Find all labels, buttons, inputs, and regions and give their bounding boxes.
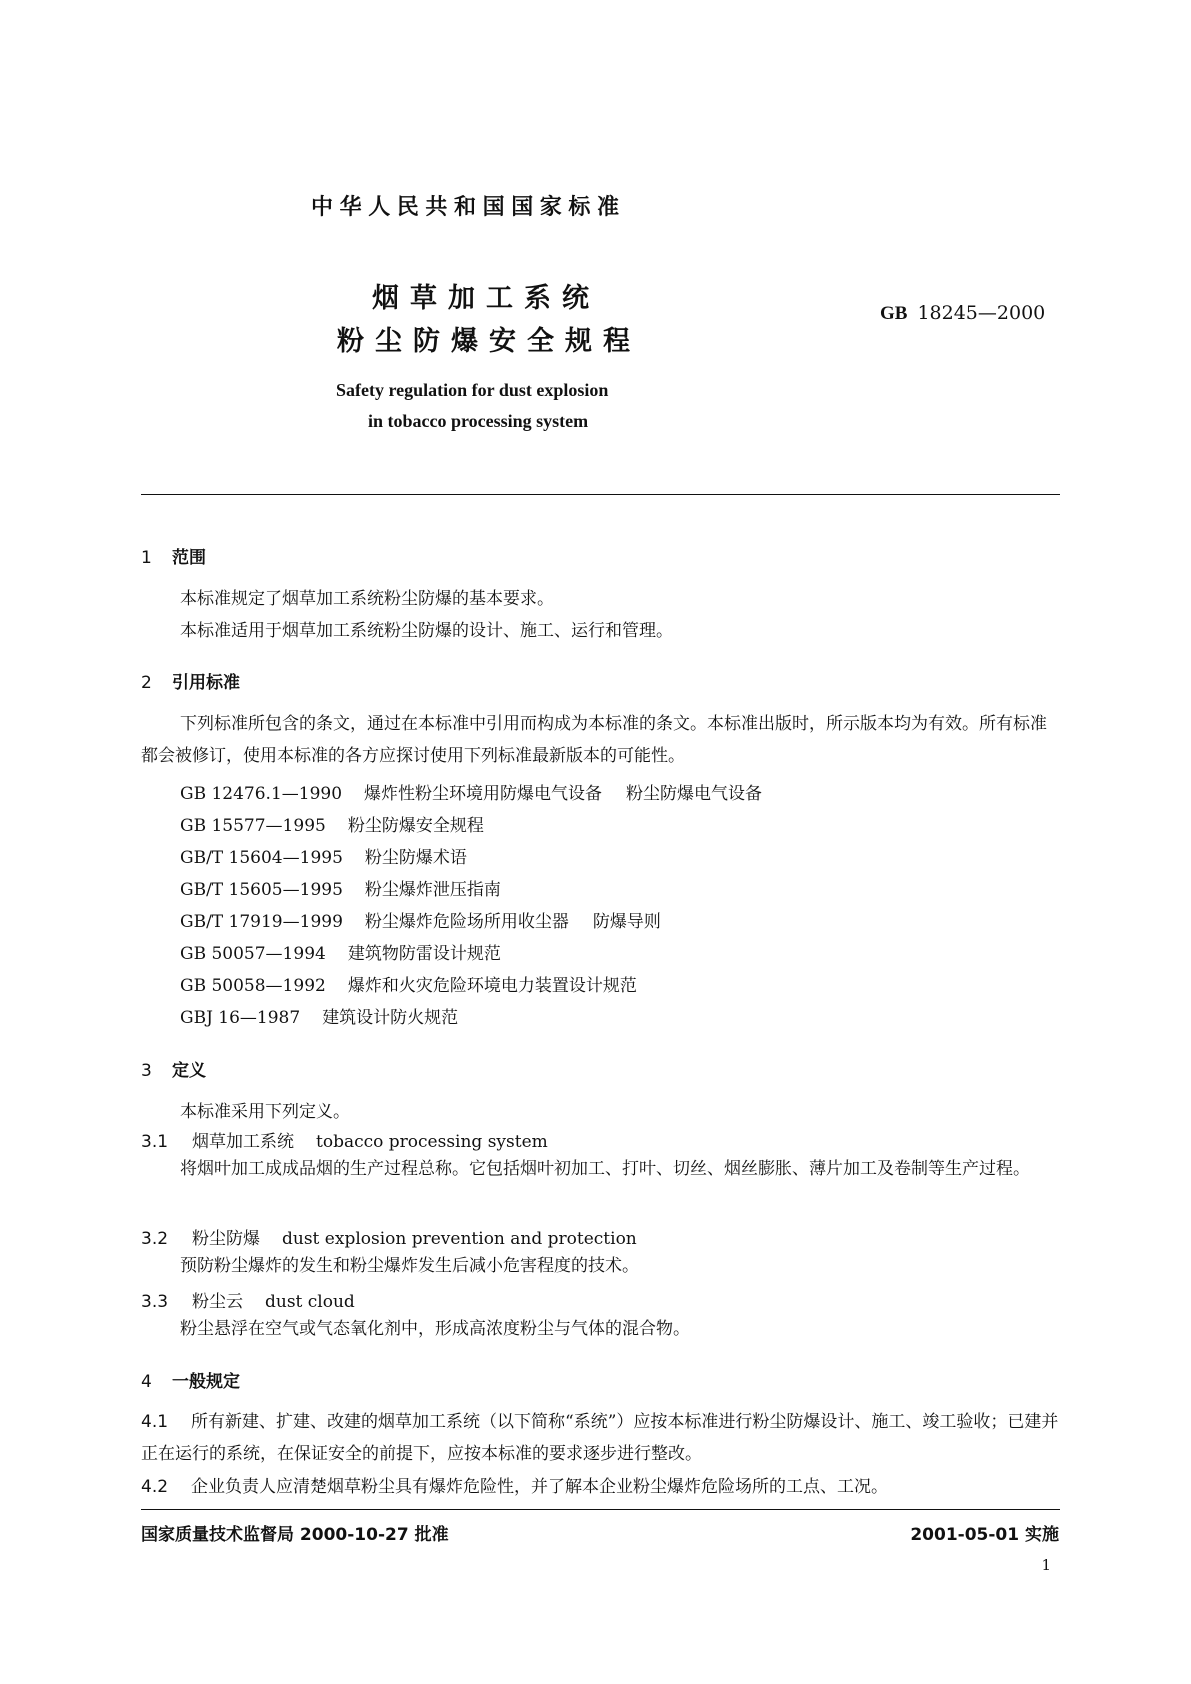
clause-4-1 <box>141 1406 1061 1470</box>
reference-code: GB/T 15605—1995 <box>180 880 343 900</box>
reference-code: GB/T 15604—1995 <box>180 848 343 868</box>
section-number: 4 <box>141 1372 152 1392</box>
reference-code: GB 15577—1995 <box>180 816 326 836</box>
reference-item <box>180 939 501 964</box>
term-english: dust cloud <box>265 1292 355 1312</box>
reference-code: GB 12476.1—1990 <box>180 784 343 804</box>
reference-name: 爆炸性粉尘环境用防爆电气设备 <box>364 784 603 804</box>
implementation-date: 2001-05-01 实施 <box>910 1525 1059 1545</box>
issuing-body: 中华人民共和国国家标准 <box>311 195 626 220</box>
clause-number: 3.3 <box>141 1292 169 1312</box>
section-title: 定义 <box>172 1061 206 1081</box>
english-title-line-2: in tobacco processing system <box>368 411 589 431</box>
section-2-heading <box>141 668 240 693</box>
term-chinese: 粉尘防爆 <box>192 1229 260 1249</box>
section-3-heading <box>141 1056 206 1081</box>
reference-item <box>180 843 467 868</box>
section-number: 2 <box>141 673 152 693</box>
standard-code: 18245—2000 <box>917 302 1046 324</box>
page-number: 1 <box>1041 1556 1051 1574</box>
section-title: 范围 <box>172 548 206 568</box>
reference-code: GB 50058—1992 <box>180 976 326 996</box>
reference-name: 粉尘防爆术语 <box>364 848 467 868</box>
definition-description: 将烟叶加工成成品烟的生产过程总称。它包括烟叶初加工、打叶、切丝、烟丝膨胀、薄片加工及卷制等生产过程。 <box>180 1159 1030 1179</box>
section-number: 1 <box>141 548 152 568</box>
title-line-1: 烟草加工系统 <box>372 283 600 314</box>
section-number: 3 <box>141 1061 152 1081</box>
reference-name: 粉尘爆炸危险场所用收尘器 <box>364 912 569 932</box>
definition-description: 预防粉尘爆炸的发生和粉尘爆炸发生后减小危害程度的技术。 <box>180 1256 639 1276</box>
standard-prefix: GB <box>880 303 908 324</box>
reference-code: GBJ 16—1987 <box>180 1008 301 1028</box>
section-4-heading <box>141 1367 240 1392</box>
section-1-paragraph-1: 本标准规定了烟草加工系统粉尘防爆的基本要求。 <box>180 589 554 609</box>
reference-item <box>180 907 661 932</box>
reference-item <box>180 971 637 996</box>
footer-divider <box>141 1509 1060 1510</box>
title-line-2: 粉尘防爆安全规程 <box>337 326 641 357</box>
section-1-paragraph-2: 本标准适用于烟草加工系统粉尘防爆的设计、施工、运行和管理。 <box>180 621 673 641</box>
clause-text: 所有新建、扩建、改建的烟草加工系统（以下简称“系统”）应按本标准进行粉尘防爆设计、施工、竣工验收；已建并正在运行的系统，在保证安全的前提下，应按本标准的要求逐步进行整改。 <box>141 1412 1059 1464</box>
section-1-heading <box>141 543 206 568</box>
section-title: 一般规定 <box>172 1372 240 1392</box>
clause-number: 3.1 <box>141 1132 169 1152</box>
standard-number <box>880 302 1045 325</box>
reference-code: GB/T 17919—1999 <box>180 912 343 932</box>
reference-name: 爆炸和火灾危险环境电力装置设计规范 <box>347 976 637 996</box>
reference-name: 粉尘爆炸泄压指南 <box>364 880 501 900</box>
reference-name-sub: 粉尘防爆电气设备 <box>626 784 763 804</box>
section-2-intro: 下列标准所包含的条文，通过在本标准中引用而构成为本标准的条文。本标准出版时，所示版本均为有效。所有标准都会被修订，使用本标准的各方应探讨使用下列标准最新版本的可能性。 <box>141 714 1047 766</box>
section-3-intro: 本标准采用下列定义。 <box>180 1102 350 1122</box>
reference-item <box>180 811 484 836</box>
term-chinese: 烟草加工系统 <box>192 1132 294 1152</box>
clause-number: 4.2 <box>141 1477 169 1497</box>
reference-item <box>180 875 501 900</box>
section-title: 引用标准 <box>172 673 240 693</box>
reference-code: GB 50057—1994 <box>180 944 326 964</box>
reference-name: 粉尘防爆安全规程 <box>347 816 484 836</box>
term-english: dust explosion prevention and protection <box>282 1229 637 1249</box>
definition-term <box>141 1224 637 1249</box>
english-title-line-1: Safety regulation for dust explosion <box>336 380 609 400</box>
term-english: tobacco processing system <box>316 1132 548 1152</box>
reference-name: 建筑设计防火规范 <box>322 1008 459 1028</box>
reference-item <box>180 779 762 804</box>
clause-text: 企业负责人应清楚烟草粉尘具有爆炸危险性，并了解本企业粉尘爆炸危险场所的工点、工况。 <box>191 1477 888 1497</box>
clause-number: 3.2 <box>141 1229 169 1249</box>
header-divider <box>141 494 1060 495</box>
definition-term <box>141 1127 548 1152</box>
approval-info: 国家质量技术监督局 2000-10-27 批准 <box>141 1525 449 1545</box>
definition-description: 粉尘悬浮在空气或气态氧化剂中，形成高浓度粉尘与气体的混合物。 <box>180 1319 690 1339</box>
clause-number: 4.1 <box>141 1412 169 1432</box>
definition-term <box>141 1287 355 1312</box>
reference-name-sub: 防爆导则 <box>592 912 661 932</box>
reference-name: 建筑物防雷设计规范 <box>347 944 501 964</box>
reference-item <box>180 1003 458 1028</box>
clause-4-2 <box>141 1471 888 1503</box>
term-chinese: 粉尘云 <box>192 1292 243 1312</box>
